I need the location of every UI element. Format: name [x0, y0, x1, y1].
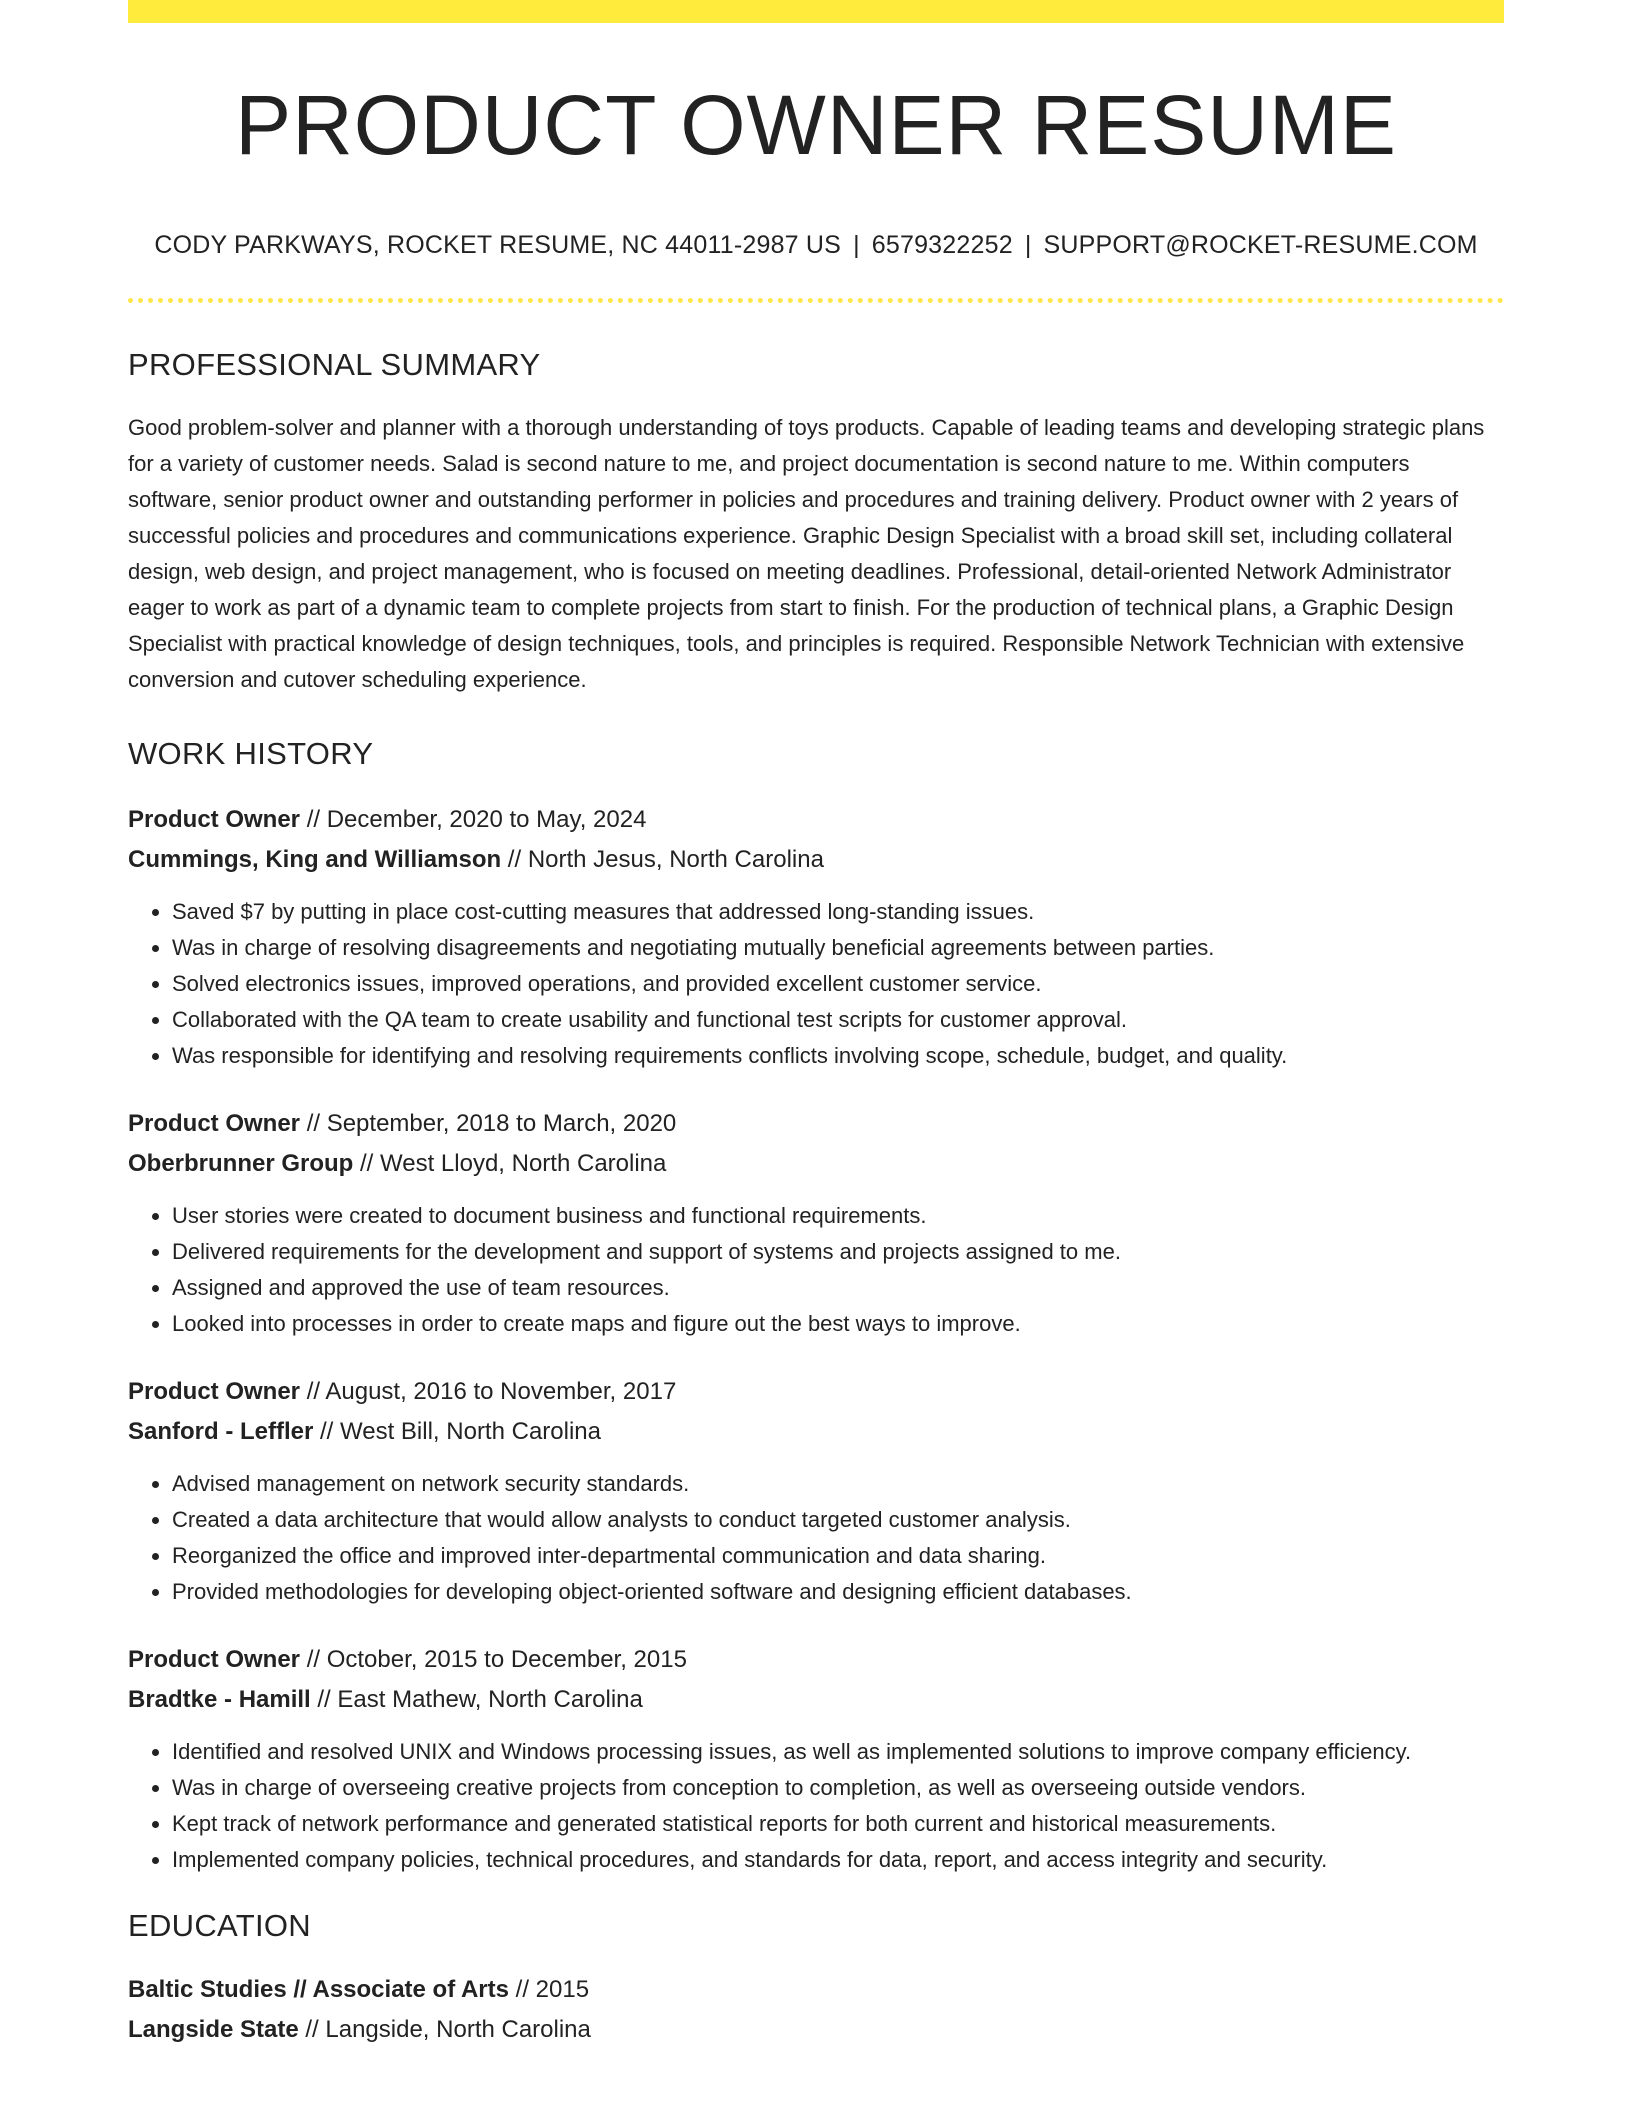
- job-bullets: [128, 1734, 1504, 1878]
- education-location: // Langside, North Carolina: [298, 2016, 591, 2043]
- contact-address: CODY PARKWAYS, ROCKET RESUME, NC 44011-2987 US: [154, 231, 842, 259]
- job-bullet: • User stories were created to document business and functional requirements.: [172, 1198, 1504, 1234]
- job-title-line: [128, 1640, 1504, 1680]
- job-bullets: [128, 1466, 1504, 1610]
- job-company-line: [128, 840, 1504, 880]
- job-title-line: [128, 800, 1504, 840]
- resume-title: PRODUCT OWNER RESUME: [235, 78, 1397, 172]
- job-bullet: • Provided methodologies for developing object-oriented software and designing efficient databases.: [172, 1574, 1504, 1610]
- job-bullet: • Reorganized the office and improved inter-departmental communication and data sharing.: [172, 1538, 1504, 1574]
- job-company: Bradtke - Hamill: [128, 1686, 311, 1713]
- resume-page: [128, 0, 1504, 2050]
- job-location: // West Lloyd, North Carolina: [353, 1150, 667, 1177]
- job-entry: [128, 800, 1504, 1074]
- job-title: Product Owner: [128, 806, 301, 833]
- dotted-divider: [128, 298, 1504, 303]
- job-title-line: [128, 1104, 1504, 1144]
- summary-heading: PROFESSIONAL SUMMARY: [128, 347, 541, 382]
- job-entry: [128, 1104, 1504, 1342]
- job-company: Sanford - Leffler: [128, 1418, 314, 1445]
- contact-phone: 6579322252: [871, 231, 1013, 259]
- job-location: // North Jesus, North Carolina: [501, 846, 824, 873]
- job-bullet: • Created a data architecture that would allow analysts to conduct targeted customer analysis.: [172, 1502, 1504, 1538]
- job-bullet: • Assigned and approved the use of team resources.: [172, 1270, 1504, 1306]
- job-company-line: [128, 1680, 1504, 1720]
- education-degree-line: [128, 1970, 1504, 2010]
- contact-line: [128, 231, 1504, 260]
- job-bullet: • Identified and resolved UNIX and Windows processing issues, as well as implemented solutions to improve company efficiency.: [172, 1734, 1504, 1770]
- job-bullet: • Was responsible for identifying and resolving requirements conflicts involving scope, schedule, budget, and quality.: [172, 1038, 1504, 1074]
- education-heading: EDUCATION: [128, 1908, 311, 1943]
- job-bullet: • Solved electronics issues, improved operations, and provided excellent customer service.: [172, 966, 1504, 1002]
- job-bullet: • Collaborated with the QA team to create usability and functional test scripts for customer approval.: [172, 1002, 1504, 1038]
- education-school: Langside State: [128, 2016, 299, 2043]
- job-title-line: [128, 1372, 1504, 1412]
- job-company: Oberbrunner Group: [128, 1150, 354, 1177]
- job-company-line: [128, 1412, 1504, 1452]
- job-bullets: [128, 894, 1504, 1074]
- job-company-line: [128, 1144, 1504, 1184]
- work-history-list: [128, 800, 1504, 1878]
- job-bullet: • Implemented company policies, technical procedures, and standards for data, report, and access integrity and security.: [172, 1842, 1504, 1878]
- job-location: // West Bill, North Carolina: [313, 1418, 601, 1445]
- job-entry: [128, 1372, 1504, 1610]
- contact-email: SUPPORT@ROCKET-RESUME.COM: [1043, 231, 1478, 259]
- job-dates: // October, 2015 to December, 2015: [300, 1646, 687, 1673]
- summary-text: Good problem-solver and planner with a thorough understanding of toys products. Capable of leading teams and developing strategic plans for a variety of customer needs. Salad is second nature to me, and project documentation is second nature to me. Within computers software, senior product owner and outstanding performer in policies and procedures and training delivery. Product owner with 2 years of successful policies and procedures and communications experience. Graphic Design Specialist with a broad skill set, including collateral design, web design, and project management, who is focused on meeting deadlines. Professional, detail-oriented Network Administrator eager to work as part of a dynamic team to complete projects from start to finish. For the production of technical plans, a Graphic Design Specialist with practical knowledge of design techniques, tools, and principles is required. Responsible Network Technician with extensive conversion and cutover scheduling experience.: [128, 415, 1485, 692]
- job-bullet: • Kept track of network performance and generated statistical reports for both current and historical measurements.: [172, 1806, 1504, 1842]
- job-bullet: • Looked into processes in order to create maps and figure out the best ways to improve.: [172, 1306, 1504, 1342]
- top-accent-bar: [128, 0, 1504, 23]
- contact-separator: |: [853, 231, 860, 259]
- job-bullet: • Delivered requirements for the development and support of systems and projects assigned to me.: [172, 1234, 1504, 1270]
- job-title: Product Owner: [128, 1110, 301, 1137]
- work-history-heading: WORK HISTORY: [128, 736, 374, 771]
- job-location: // East Mathew, North Carolina: [310, 1686, 643, 1713]
- job-dates: // September, 2018 to March, 2020: [300, 1110, 677, 1137]
- education-entry: [128, 1970, 1504, 2050]
- job-bullet: • Was in charge of resolving disagreements and negotiating mutually beneficial agreements between parties.: [172, 930, 1504, 966]
- job-bullet: • Advised management on network security standards.: [172, 1466, 1504, 1502]
- job-dates: // August, 2016 to November, 2017: [300, 1378, 677, 1405]
- job-bullet: • Saved $7 by putting in place cost-cutting measures that addressed long-standing issues.: [172, 894, 1504, 930]
- education-school-line: [128, 2010, 1504, 2050]
- contact-separator: |: [1024, 231, 1032, 259]
- job-bullet: • Was in charge of overseeing creative projects from conception to completion, as well as overseeing outside vendors.: [172, 1770, 1504, 1806]
- job-title: Product Owner: [128, 1378, 301, 1405]
- education-degree: Baltic Studies // Associate of Arts: [128, 1976, 509, 2003]
- education-year: // 2015: [509, 1976, 590, 2003]
- job-entry: [128, 1640, 1504, 1878]
- job-title: Product Owner: [128, 1646, 301, 1673]
- job-company: Cummings, King and Williamson: [128, 846, 502, 873]
- job-dates: // December, 2020 to May, 2024: [300, 806, 647, 833]
- job-bullets: [128, 1198, 1504, 1342]
